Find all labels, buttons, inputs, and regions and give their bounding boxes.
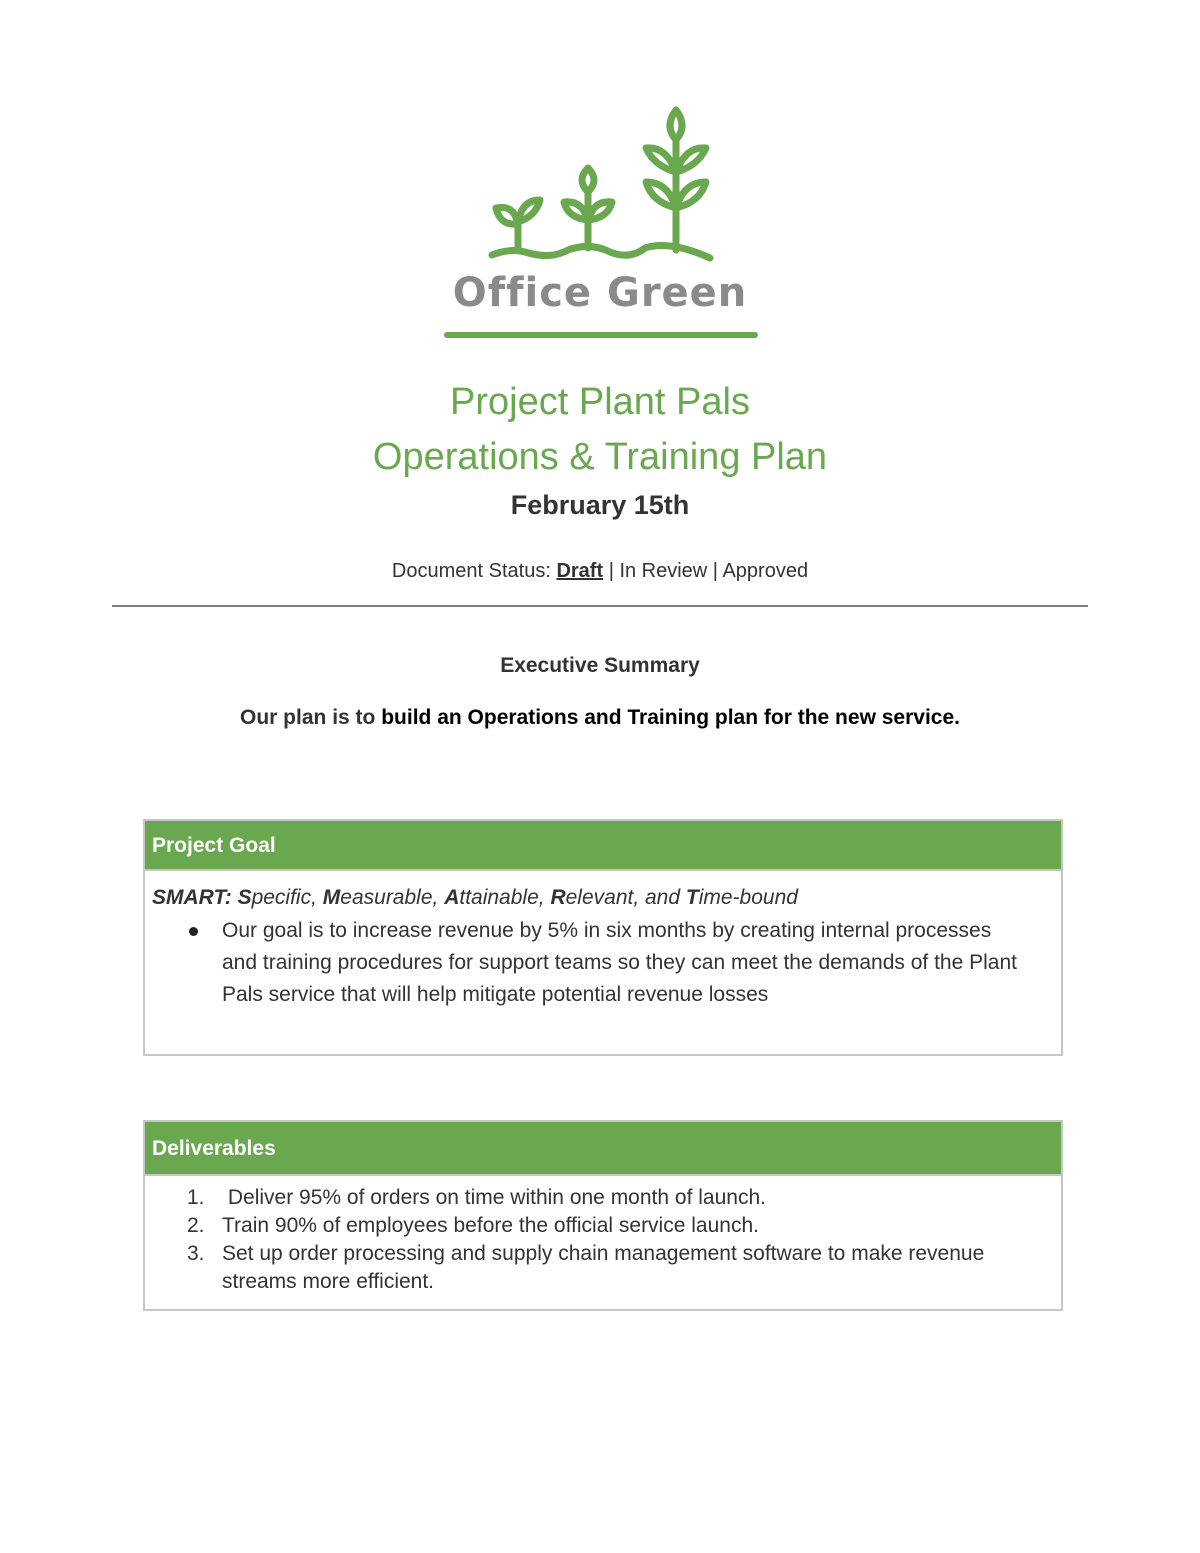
deliverables-list xyxy=(145,1184,1061,1296)
list-item xyxy=(145,1240,1061,1296)
horizontal-divider xyxy=(112,605,1088,607)
smart-term: Relevant, and xyxy=(550,886,686,909)
status-options: | In Review | Approved xyxy=(608,560,809,582)
smart-criteria xyxy=(152,883,1054,913)
list-item-text: Train 90% of employees before the official service launch. xyxy=(222,1214,759,1237)
list-item-text: Set up order processing and supply chain management software to make revenue streams more efficient. xyxy=(222,1242,985,1293)
list-item-number: 2. xyxy=(187,1214,205,1237)
executive-summary-text xyxy=(0,706,1200,730)
list-item-number: 3. xyxy=(187,1242,205,1265)
office-green-logo xyxy=(440,100,760,345)
logo-text: Office Green xyxy=(452,270,748,316)
document-status xyxy=(0,560,1200,583)
list-item-text: Deliver 95% of orders on time within one month of launch. xyxy=(222,1186,766,1209)
smart-label: SMART: xyxy=(152,886,232,909)
smart-term: Attainable, xyxy=(444,886,551,909)
executive-summary-emphasis: build an Operations and Training plan for the new service. xyxy=(381,706,960,729)
plant-sprouts-icon xyxy=(440,100,760,270)
list-item-number: 1. xyxy=(187,1186,205,1209)
goal-bullet-item xyxy=(145,915,1061,1011)
list-item xyxy=(145,1184,1061,1212)
smart-term: Measurable, xyxy=(322,886,445,909)
goal-bullet-text: Our goal is to increase revenue by 5% in six months by creating internal processes and training procedures for support teams so they can meet the demands of the Plant Pals service that will help mitigate potential revenue losses xyxy=(222,919,1017,1006)
status-draft: Draft xyxy=(556,560,604,582)
project-goal-heading: Project Goal xyxy=(145,821,1061,871)
bullet-icon xyxy=(189,927,198,936)
project-goal-table xyxy=(143,819,1063,1056)
document-date: February 15th xyxy=(510,490,690,520)
list-item xyxy=(145,1212,1061,1240)
logo-underline xyxy=(444,332,758,338)
deliverables-heading: Deliverables xyxy=(145,1122,1061,1176)
deliverables-table xyxy=(143,1120,1063,1311)
document-subtitle: Operations & Training Plan xyxy=(372,436,828,478)
smart-term: Time-bound xyxy=(685,886,798,909)
executive-summary-lead: Our plan is to xyxy=(240,706,376,729)
document-title: Project Plant Pals xyxy=(450,381,750,423)
executive-summary-heading: Executive Summary xyxy=(500,654,700,677)
status-label: Document Status: xyxy=(391,560,551,582)
smart-term: Specific, xyxy=(237,886,323,909)
